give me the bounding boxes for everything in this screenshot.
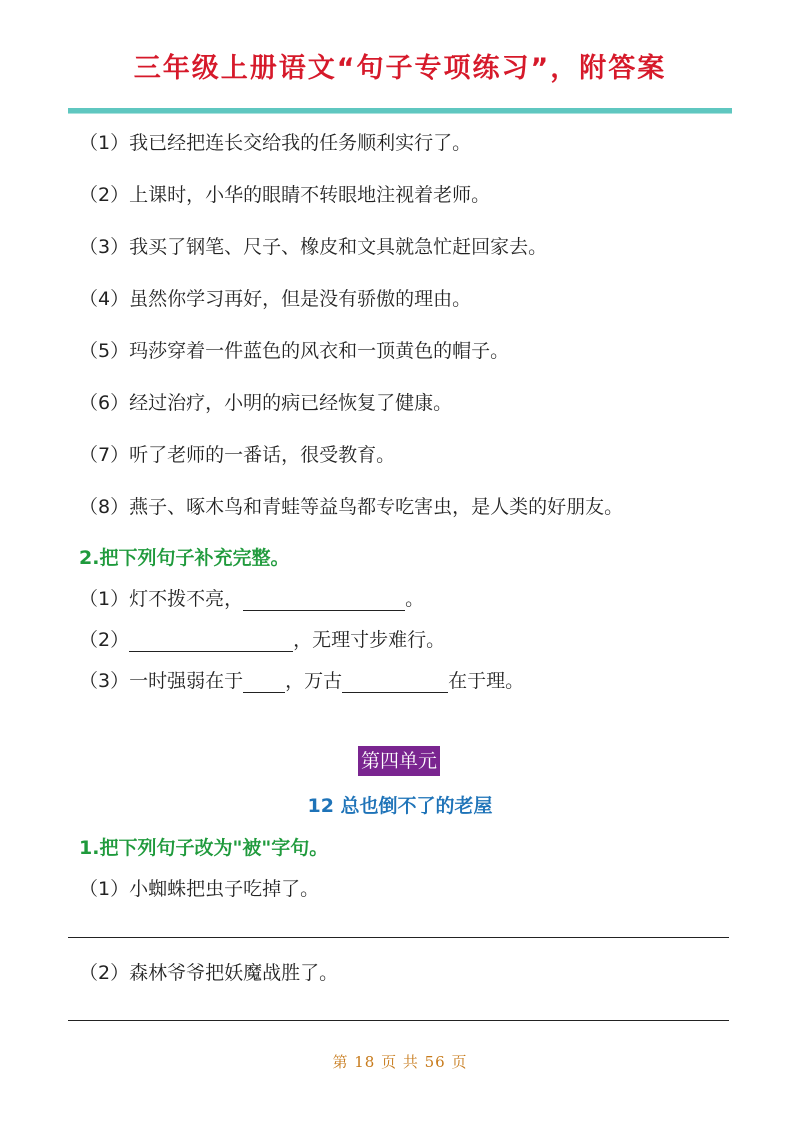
fill-item-3-text: （3）一时强弱在于 <box>79 670 244 692</box>
passive-item-1: （1）小蜘蛛把虫子吃掉了。 <box>79 878 320 900</box>
fill-blank[interactable] <box>243 590 405 611</box>
sentence-1: （1）我已经把连长交给我的任务顺利实行了。 <box>79 132 472 154</box>
sentence-8: （8）燕子、啄木鸟和青蛙等益鸟都专吃害虫，是人类的好朋友。 <box>79 496 624 518</box>
sentence-3: （3）我买了钢笔、尺子、橡皮和文具就急忙赶回家去。 <box>79 236 548 258</box>
fill-item-2 <box>79 625 445 652</box>
sentence-5: （5）玛莎穿着一件蓝色的风衣和一顶黄色的帽子。 <box>79 340 510 362</box>
fill-item-2-after: ，无理寸步难行。 <box>293 629 446 651</box>
fill-item-1-end: 。 <box>405 588 425 610</box>
section-heading-complete-sentences: 2.把下列句子补充完整。 <box>79 547 290 569</box>
fill-item-2-text: （2） <box>79 629 130 651</box>
fill-item-1-text: （1）灯不拨不亮， <box>79 588 244 610</box>
title-divider <box>68 108 732 114</box>
sentence-6: （6）经过治疗，小明的病已经恢复了健康。 <box>79 392 453 414</box>
sentence-7: （7）听了老师的一番话，很受教育。 <box>79 444 396 466</box>
fill-blank[interactable] <box>342 672 448 693</box>
unit-badge: 第四单元 <box>358 746 440 776</box>
answer-line[interactable] <box>68 1020 729 1021</box>
fill-blank[interactable] <box>243 672 285 693</box>
fill-blank[interactable] <box>129 631 293 652</box>
fill-item-3-end: 在于理。 <box>448 670 525 692</box>
sentence-4: （4）虽然你学习再好，但是没有骄傲的理由。 <box>79 288 472 310</box>
passive-item-2: （2）森林爷爷把妖魔战胜了。 <box>79 962 339 984</box>
sentence-2: （2）上课时，小华的眼睛不转眼地注视着老师。 <box>79 184 491 206</box>
page-title: 三年级上册语文“句子专项练习”，附答案 <box>133 53 667 84</box>
fill-item-3-mid: ，万古 <box>285 670 343 692</box>
answer-line[interactable] <box>68 937 729 938</box>
page-number: 第 18 页 共 56 页 <box>332 1053 468 1071</box>
fill-item-3 <box>79 666 524 693</box>
fill-item-1 <box>79 584 424 611</box>
lesson-title: 12 总也倒不了的老屋 <box>307 795 493 817</box>
section-heading-passive-sentences: 1.把下列句子改为"被"字句。 <box>79 837 329 859</box>
